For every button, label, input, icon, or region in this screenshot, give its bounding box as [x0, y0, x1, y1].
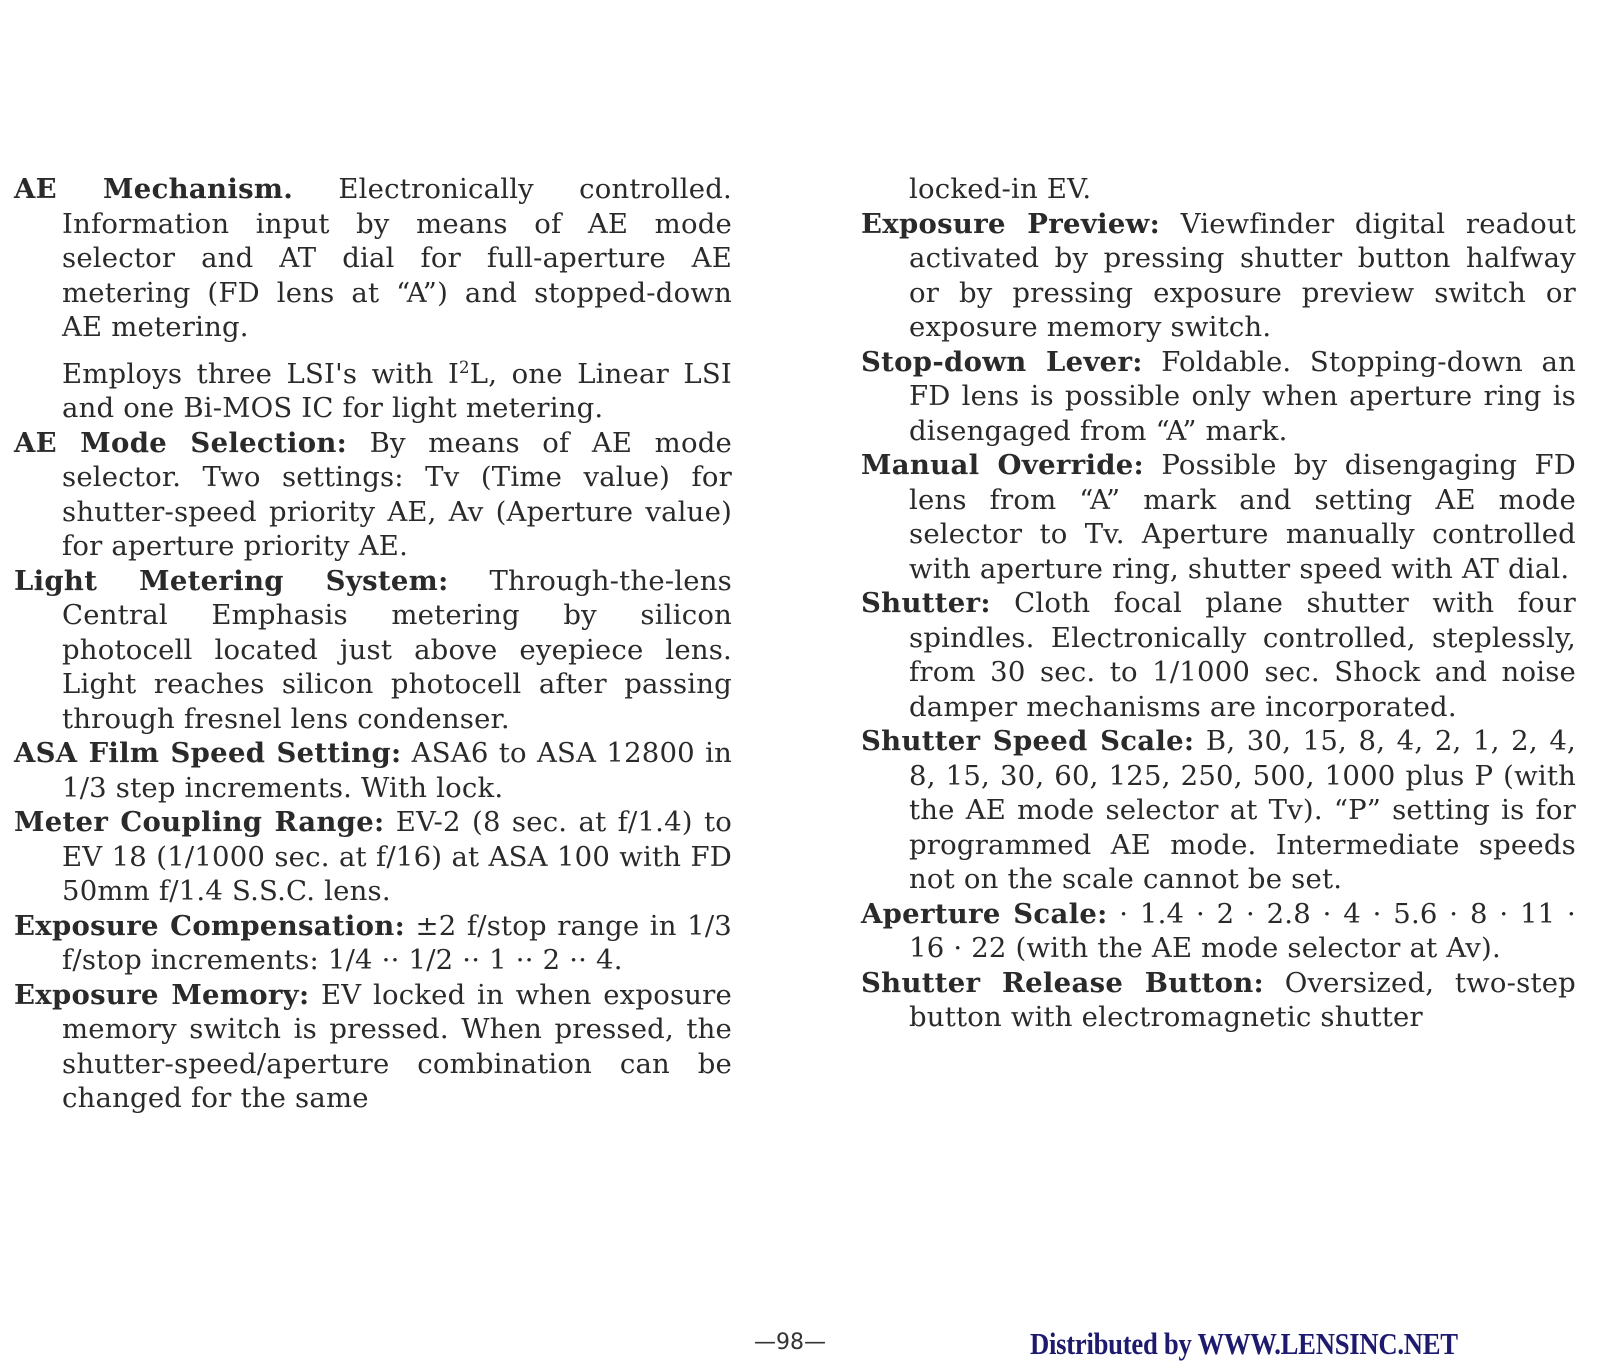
- left-column: [14, 172, 732, 1116]
- spec-shutter-release-button: [861, 966, 1576, 1035]
- spec-text: Cloth focal plane shutter with four spindles. Electronically controlled, steplessly, from 30 sec. to 1/1000 sec. Shock and noise damper mechanisms are incorporated.: [909, 587, 1576, 723]
- spec-text: ±2 f/stop range in 1/3 f/stop increments: 1/4 ·· 1/2 ·· 1 ·· 2 ·· 4.: [62, 909, 732, 976]
- spec-term: Aperture Scale:: [861, 897, 1108, 930]
- superscript: 2: [459, 357, 470, 377]
- spec-text: Viewfinder digital readout activated by pressing shutter button halfway or by pressing exposure preview switch or exposure memory switch.: [909, 207, 1576, 343]
- spec-stop-down-lever: [861, 345, 1576, 449]
- spec-text: · 1.4 · 2 · 2.8 · 4 · 5.6 · 8 · 11 · 16 · 22 (with the AE mode selector at Av).: [909, 897, 1576, 964]
- spec-term: Shutter Speed Scale:: [861, 725, 1195, 757]
- spec-term: Exposure Memory:: [14, 978, 310, 1011]
- spec-text: Employs three LSI's with I: [62, 357, 460, 390]
- spec-asa-film-speed: [14, 736, 732, 805]
- spec-text: B, 30, 15, 8, 4, 2, 1, 2, 4, 8, 15, 30, 60, 125, 250, 500, 1000 plus P (with the AE mode selector at Tv). “P” setting is for programmed AE mode. Intermediate speeds not on the scale cannot be set.: [909, 725, 1576, 895]
- spec-exposure-memory: [14, 978, 732, 1116]
- spec-term: Stop-down Lever:: [861, 345, 1143, 378]
- spec-shutter: [861, 586, 1576, 724]
- spec-exposure-compensation: [14, 909, 732, 978]
- spec-text: EV locked in when exposure memory switch is pressed. When pressed, the shutter-speed/aperture combination can be changed for the same: [62, 978, 732, 1114]
- page-number: —98—: [754, 1330, 826, 1355]
- spec-continued-text: locked-in EV.: [909, 173, 1092, 205]
- spec-term: Shutter:: [861, 587, 991, 619]
- spec-term: ASA Film Speed Setting:: [14, 737, 402, 769]
- spec-term: Shutter Release Button:: [861, 966, 1264, 999]
- spec-text: Oversized, two-step button with electromagnetic shutter: [909, 966, 1576, 1033]
- spec-meter-coupling-range: [14, 805, 732, 909]
- spec-term: Exposure Compensation:: [14, 909, 406, 942]
- spec-text: Foldable. Stopping-down an FD lens is possible only when aperture ring is disengaged from “A” mark.: [909, 345, 1576, 447]
- spec-term: Manual Override:: [861, 449, 1144, 481]
- spec-ae-mechanism-para2: [14, 357, 732, 426]
- spec-text: L, one Linear LSI and one Bi-MOS IC for light metering.: [62, 357, 732, 424]
- spec-text: Through-the-lens Central Emphasis metering by silicon photocell located just above eyepiece lens. Light reaches silicon photocell after passing through fresnel lens condenser.: [62, 564, 732, 735]
- spec-ae-mode-selection: [14, 426, 732, 564]
- spec-text: ASA6 to ASA 12800 in 1/3 step increments. With lock.: [62, 737, 732, 804]
- spec-light-metering-system: [14, 564, 732, 737]
- spec-text: Electronically controlled. Information input by means of AE mode selector and AT dial for full-aperture AE metering (FD lens at “A”) and stopped-down AE metering.: [62, 173, 732, 343]
- distributor-watermark: Distributed by WWW.LENSINC.NET: [1030, 1326, 1458, 1361]
- spec-manual-override: [861, 448, 1576, 586]
- right-column: [861, 172, 1576, 1035]
- spec-shutter-speed-scale: [861, 724, 1576, 897]
- spec-ae-mechanism: [14, 172, 732, 345]
- spec-text: EV-2 (8 sec. at f/1.4) to EV 18 (1/1000 sec. at f/16) at ASA 100 with FD 50mm f/1.4 S.S.C. lens.: [62, 806, 732, 907]
- spec-term: AE Mechanism.: [14, 173, 294, 205]
- spec-term: Exposure Preview:: [861, 207, 1161, 240]
- spec-aperture-scale: [861, 897, 1576, 966]
- spec-term: AE Mode Selection:: [14, 426, 348, 459]
- spec-term: Light Metering System:: [14, 564, 449, 597]
- spec-text: By means of AE mode selector. Two settings: Tv (Time value) for shutter-speed priority AE, Av (Aperture value) for aperture priority AE.: [62, 426, 732, 562]
- spec-exposure-preview: [861, 207, 1576, 345]
- spec-term: Meter Coupling Range:: [14, 806, 385, 838]
- spec-text: Possible by disengaging FD lens from “A” mark and setting AE mode selector to Tv. Aperture manually controlled with aperture ring, shutter speed with AT dial.: [909, 449, 1576, 585]
